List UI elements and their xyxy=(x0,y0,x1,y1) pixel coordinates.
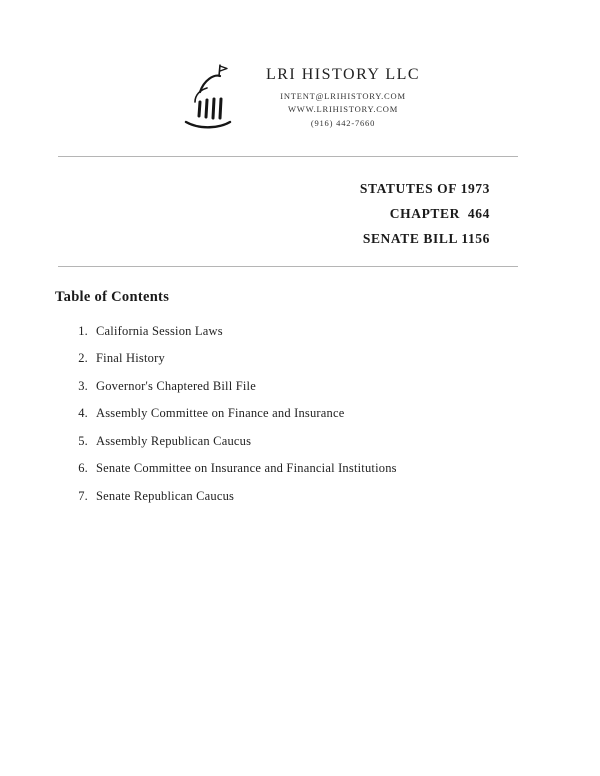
toc-item-label: Governor's Chaptered Bill File xyxy=(96,378,256,393)
toc-item xyxy=(70,434,600,449)
toc-item xyxy=(70,379,600,394)
letterhead xyxy=(0,0,600,134)
toc-item-number: 2. xyxy=(78,351,88,366)
middle-divider xyxy=(58,266,518,267)
statutes-line: STATUTES OF 1973 xyxy=(359,181,490,196)
toc-item xyxy=(70,489,600,504)
reference-block xyxy=(0,177,490,252)
toc-item-number: 6. xyxy=(78,461,88,476)
toc-item-label: Assembly Republican Caucus xyxy=(96,433,252,448)
website-text: WWW.LRIHISTORY.COM xyxy=(287,104,399,115)
toc-item-label: Final History xyxy=(96,351,165,366)
toc-item xyxy=(70,324,600,339)
toc-item-label: Senate Committee on Insurance and Financial Institutions xyxy=(96,461,397,476)
toc-item-number: 5. xyxy=(78,433,88,448)
toc-list xyxy=(70,324,600,504)
toc-item-label: California Session Laws xyxy=(96,323,223,338)
toc-title: Table of Contents xyxy=(55,288,170,305)
capitol-logo xyxy=(180,62,244,134)
toc-item-number: 3. xyxy=(78,378,88,393)
toc-item xyxy=(70,461,600,476)
toc-item xyxy=(70,351,600,366)
toc-item-number: 4. xyxy=(78,406,88,421)
toc-item-number: 1. xyxy=(78,323,88,338)
toc-item-number: 7. xyxy=(78,488,88,503)
toc-item-label: Assembly Committee on Finance and Insurance xyxy=(96,406,345,421)
email-text: INTENT@LRIHISTORY.COM xyxy=(280,91,406,102)
toc-item xyxy=(70,406,600,421)
senate-bill-line: SENATE BILL 1156 xyxy=(362,230,490,246)
phone-text: (916) 442-7660 xyxy=(310,117,376,128)
top-divider xyxy=(58,156,518,157)
toc-item-label: Senate Republican Caucus xyxy=(96,488,235,503)
chapter-line: CHAPTER 464 xyxy=(389,205,490,221)
letterhead-text xyxy=(266,66,420,130)
company-name: LRI HISTORY LLC xyxy=(265,66,421,84)
